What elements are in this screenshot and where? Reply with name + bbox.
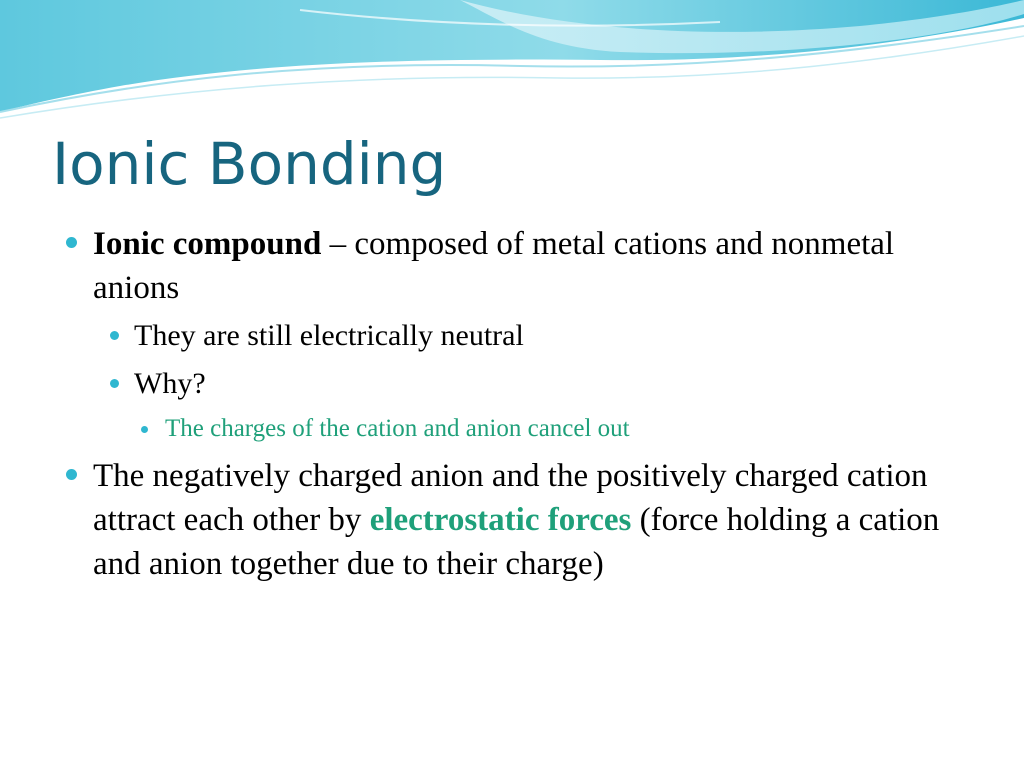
term-ionic-compound: Ionic compound [93,226,322,262]
electrostatic-text-before: The negatively charged anion and the positively charged cation attract each other by [93,458,928,538]
sub-bullet-text: They are still electrically neutral [134,319,524,352]
bullet-electrostatic [62,454,962,586]
wave-header-decoration [0,0,1024,130]
sub-bullet-neutral [62,316,962,356]
bullet-dot-icon [110,331,119,340]
bullet-ionic-compound [62,222,962,310]
answer-text: The charges of the cation and anion cancel out [165,415,630,442]
bullet-dot-icon [66,469,77,480]
sub-bullet-why [62,364,962,404]
sub-sub-bullet-answer [62,412,962,446]
term-electrostatic-forces: electrostatic forces [369,502,632,538]
electrostatic-text-after: (force holding a cation and anion together due to their charge) [93,502,940,582]
definition-ionic-compound: – composed of metal cations and nonmetal anions [93,226,895,306]
sub-bullet-text: Why? [134,367,206,400]
bullet-dot-icon [66,237,77,248]
bullet-list [62,222,962,592]
bullet-dot-icon [141,426,148,433]
slide-title: Ionic Bonding [52,130,447,198]
bullet-dot-icon [110,379,119,388]
